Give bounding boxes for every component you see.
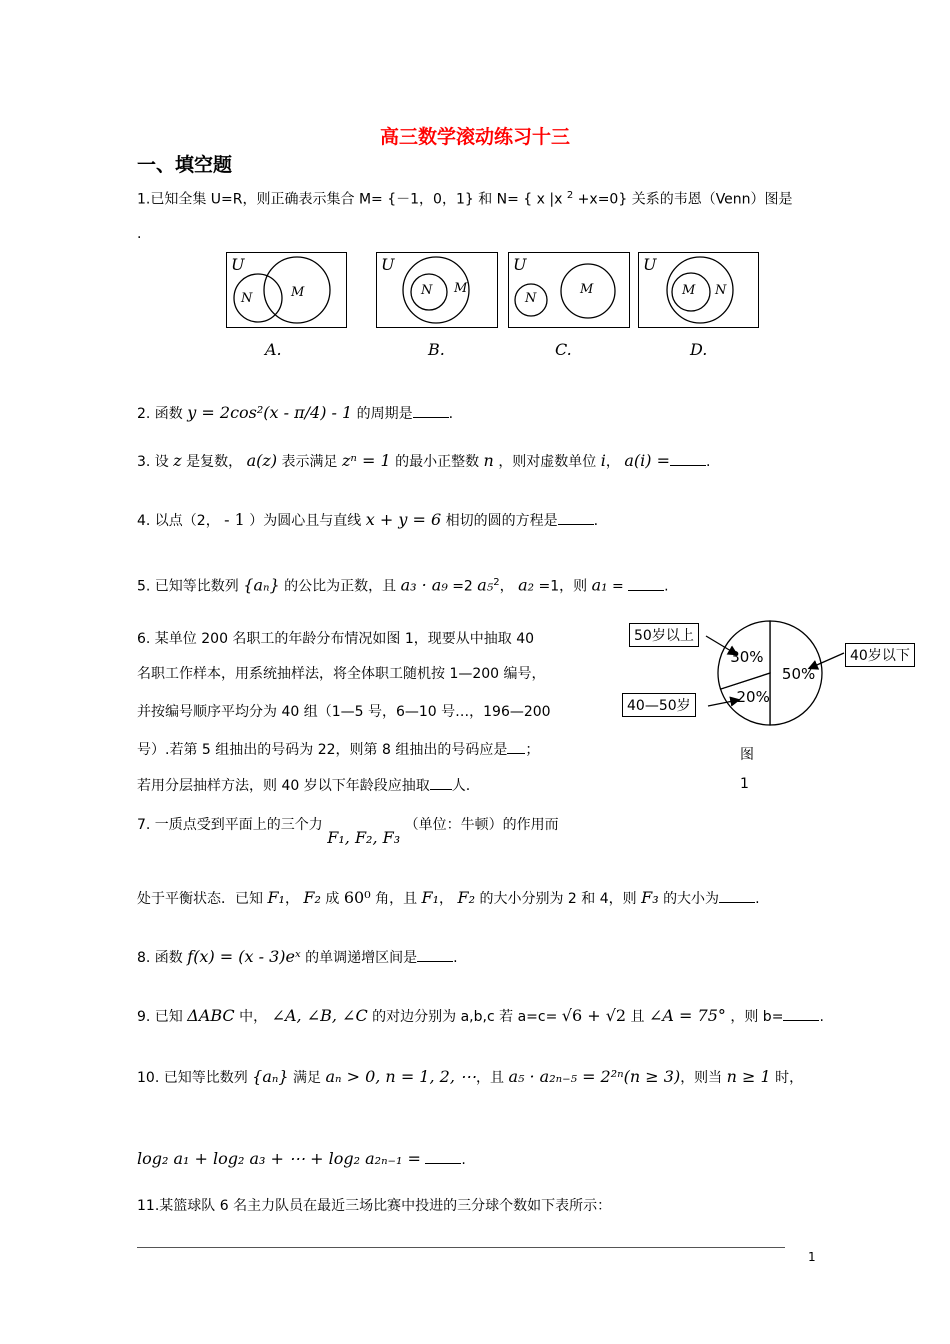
q5-end: . xyxy=(664,578,669,595)
q3-ai: a(i) = xyxy=(624,451,670,470)
venn-d-m: M xyxy=(682,283,696,298)
q3-t2: 表示满足 xyxy=(281,454,338,470)
venn-a-n: N xyxy=(241,291,253,306)
q10-t1: 满足 xyxy=(293,1070,322,1086)
q8-end: . xyxy=(453,950,458,966)
q6-line-4-end: ； xyxy=(525,742,540,758)
section-heading: 一、填空题 xyxy=(137,154,233,176)
page-number: 1 xyxy=(808,1250,816,1264)
q1-text2: +x=0} 关系的韦恩（Venn）图是 xyxy=(573,191,793,208)
q2-prefix: 2. 函数 xyxy=(137,406,183,422)
venn-diagram-a xyxy=(226,252,347,328)
q5-expr1: a₃ · a₉ xyxy=(400,575,448,595)
venn-c-u: U xyxy=(513,255,527,274)
question-8 xyxy=(137,947,458,968)
q5-t3: ， xyxy=(499,578,514,595)
q6-blank-1 xyxy=(507,741,525,754)
figure-label-2: 1 xyxy=(740,776,749,792)
q9-tri: ΔABC xyxy=(187,1006,235,1025)
figure-label-1: 图 xyxy=(740,747,754,763)
venn-c-m: M xyxy=(580,282,594,297)
pie-label-0: 50% xyxy=(781,665,816,683)
q5-a2: a₂ xyxy=(518,575,535,595)
label-50-above: 50岁以上 xyxy=(629,623,699,647)
q3-prefix: 3. 设 xyxy=(137,454,169,470)
q9-t1: 中， xyxy=(239,1009,268,1025)
q10-t3: ，则当 xyxy=(680,1070,723,1086)
q6-line-4-text: 号）.若第 5 组抽出的号码为 22，则第 8 组抽出的号码应是 xyxy=(137,742,508,758)
question-9 xyxy=(137,1006,824,1027)
q6-line-2: 名职工作样本，用系统抽样法，将全体职工随机按 1—200 编号， xyxy=(137,666,546,682)
q10-line-2 xyxy=(137,1149,466,1170)
q7-line-1 xyxy=(137,814,559,847)
q7-cheng: 成 xyxy=(325,891,340,907)
venn-diagram-b xyxy=(376,252,498,328)
q7-f1: F₁ xyxy=(267,888,285,907)
q9-angles: ∠A, ∠B, ∠C xyxy=(271,1006,368,1025)
q10-n1: n ≥ 1 xyxy=(726,1067,771,1086)
q5-sq: 2 xyxy=(493,577,500,588)
venn-b-u: U xyxy=(381,255,395,274)
q10-cond: aₙ > 0, n = 1, 2, ⋯ xyxy=(325,1067,477,1086)
q5-t2: =2 xyxy=(452,578,473,595)
q3-t3: 的最小正整数 xyxy=(395,454,480,470)
q5-t4: =1，则 xyxy=(538,578,588,595)
q6-blank-2 xyxy=(430,777,452,790)
q10-prefix: 10. 已知等比数列 xyxy=(137,1070,248,1086)
q10-end: . xyxy=(461,1152,466,1168)
question-11: 11.某篮球队 6 名主力队员在最近三场比赛中投进的三分球个数如下表所示： xyxy=(137,1198,612,1214)
option-c-label: C. xyxy=(555,340,572,359)
footer-divider xyxy=(137,1247,785,1248)
q7-f1b: F₁ xyxy=(421,888,440,907)
q7-l2b: 角，且 xyxy=(375,891,418,907)
q3-az: a(z) xyxy=(246,451,278,470)
q7-blank xyxy=(719,890,755,903)
question-2 xyxy=(137,403,453,424)
q7-f3: F₃ xyxy=(641,888,659,907)
q4-prefix: 4. 以点（2， xyxy=(137,513,220,529)
q3-t1: 是复数， xyxy=(186,454,243,470)
q7-line-2 xyxy=(137,888,760,909)
q6-line-1: 6. 某单位 200 名职工的年龄分布情况如图 1，现要从中抽取 40 xyxy=(137,631,535,647)
venn-c-shapes xyxy=(509,253,629,327)
q5-t5: = xyxy=(607,578,629,595)
question-5 xyxy=(137,573,669,597)
venn-c-n: N xyxy=(525,291,537,306)
q7-unit: （单位：牛顿）的作用而 xyxy=(404,817,559,833)
venn-diagram-c xyxy=(508,252,630,328)
venn-a-m: M xyxy=(291,285,305,300)
q7-comma: ， xyxy=(284,891,299,907)
pie-label-2: 30% xyxy=(730,648,764,667)
q3-t5: ， xyxy=(605,454,620,470)
q6-line-3: 并按编号顺序平均分为 40 组（1—5 号，6—10 号…，196—200 xyxy=(137,704,551,720)
q2-blank xyxy=(413,405,449,418)
venn-a-shapes xyxy=(227,253,346,327)
q2-end: . xyxy=(448,406,454,422)
q4-val: - 1 xyxy=(224,510,245,529)
q7-line1: 7. 一质点受到平面上的三个力 xyxy=(137,817,323,833)
venn-d-shapes xyxy=(639,253,758,327)
label-40-below: 40岁以下 xyxy=(845,643,915,667)
q7-forces: F₁, F₂, F₃ xyxy=(327,828,401,847)
q8-prefix: 8. 函数 xyxy=(137,950,183,966)
q9-t4: ，则 b= xyxy=(730,1009,784,1025)
q7-l2d: 的大小为 xyxy=(663,891,720,907)
q7-l2c: 的大小分别为 2 和 4，则 xyxy=(479,891,637,907)
q3-end: . xyxy=(705,454,711,470)
q5-a1: a₁ xyxy=(591,575,608,595)
q3-blank xyxy=(670,453,706,466)
label-40-50: 40—50岁 xyxy=(622,693,696,717)
q5-blank xyxy=(628,578,664,591)
q10-seq: {aₙ} xyxy=(252,1067,289,1086)
q8-suffix: 的单调递增区间是 xyxy=(305,950,418,966)
q10-blank xyxy=(425,1151,461,1164)
q5-seq: {aₙ} xyxy=(243,575,280,595)
q9-t2: 的对边分别为 a,b,c 若 a=c= xyxy=(372,1009,558,1025)
q3-n: n xyxy=(483,451,494,470)
q5-prefix: 5. 已知等比数列 xyxy=(137,578,239,595)
q7-end: . xyxy=(755,891,760,907)
q10-sum: log₂ a₁ + log₂ a₃ + ⋯ + log₂ a₂ₙ₋₁ = xyxy=(137,1149,421,1168)
q5-expr2: a₅ xyxy=(477,575,494,595)
option-a-label: A. xyxy=(265,340,282,359)
pie-slices xyxy=(706,621,844,725)
q3-t4: ，则对虚数单位 xyxy=(498,454,597,470)
q7-f2: F₂ xyxy=(303,888,321,907)
q6-line-5 xyxy=(137,776,470,796)
q3-i: i xyxy=(600,451,606,470)
q8-blank xyxy=(417,949,453,962)
q2-expr: y = 2cos²(x - π/4) - 1 xyxy=(187,403,353,422)
q10-line-1 xyxy=(137,1067,803,1088)
q7-comma2: ， xyxy=(439,891,454,907)
q3-z: z xyxy=(173,451,182,470)
q3-zn: zⁿ = 1 xyxy=(341,451,391,470)
option-b-label: B. xyxy=(428,340,445,359)
question-3 xyxy=(137,451,710,472)
venn-b-shapes xyxy=(377,253,497,327)
q7-deg: 60⁰ xyxy=(343,888,371,907)
q4-blank xyxy=(558,512,594,525)
venn-b-m: M xyxy=(454,281,468,296)
q9-angle: ∠A = 75° xyxy=(649,1006,726,1025)
q6-line-5-text: 若用分层抽样方法，则 40 岁以下年龄段应抽取 xyxy=(137,778,430,794)
option-d-label: D. xyxy=(690,340,708,359)
q2-suffix: 的周期是 xyxy=(356,406,413,422)
question-4 xyxy=(137,510,598,531)
q1-text: 1.已知全集 U=R，则正确表示集合 M= {－1，0，1} 和 N= { x |x xyxy=(137,191,567,208)
venn-b-n: N xyxy=(421,283,433,298)
q7-f2b: F₂ xyxy=(457,888,476,907)
q9-prefix: 9. 已知 xyxy=(137,1009,183,1025)
q1-dot: . xyxy=(137,226,142,242)
q4-end: . xyxy=(593,513,599,529)
q9-end: . xyxy=(819,1009,824,1025)
q7-l2a: 处于平衡状态．已知 xyxy=(137,891,263,907)
q4-t1: ）为圆心且与直线 xyxy=(249,513,362,529)
q6-line-5-end: 人. xyxy=(451,778,471,794)
q10-rel: a₅ · a₂ₙ₋₅ = 2²ⁿ(n ≥ 3) xyxy=(508,1067,681,1086)
q9-root: √6 + √2 xyxy=(561,1006,627,1025)
venn-d-u: U xyxy=(643,255,657,274)
q8-expr: f(x) = (x - 3)eˣ xyxy=(187,947,301,966)
q1-sup: 2 xyxy=(566,190,574,201)
page-title: 高三数学滚动练习十三 xyxy=(379,126,570,148)
pie-label-1: 20% xyxy=(736,688,770,707)
q5-t1: 的公比为正数，且 xyxy=(284,578,397,595)
q4-eq: x + y = 6 xyxy=(365,510,442,529)
q10-t4: 时， xyxy=(775,1070,804,1086)
q9-t3: 且 xyxy=(630,1009,645,1025)
question-1 xyxy=(137,186,793,210)
venn-d-n: N xyxy=(715,283,727,298)
venn-a-u: U xyxy=(231,255,245,274)
q6-line-4 xyxy=(137,740,539,760)
q9-blank xyxy=(783,1008,819,1021)
venn-diagram-d xyxy=(638,252,759,328)
q4-t2: 相切的圆的方程是 xyxy=(445,513,558,529)
q10-t2: ，且 xyxy=(476,1070,505,1086)
